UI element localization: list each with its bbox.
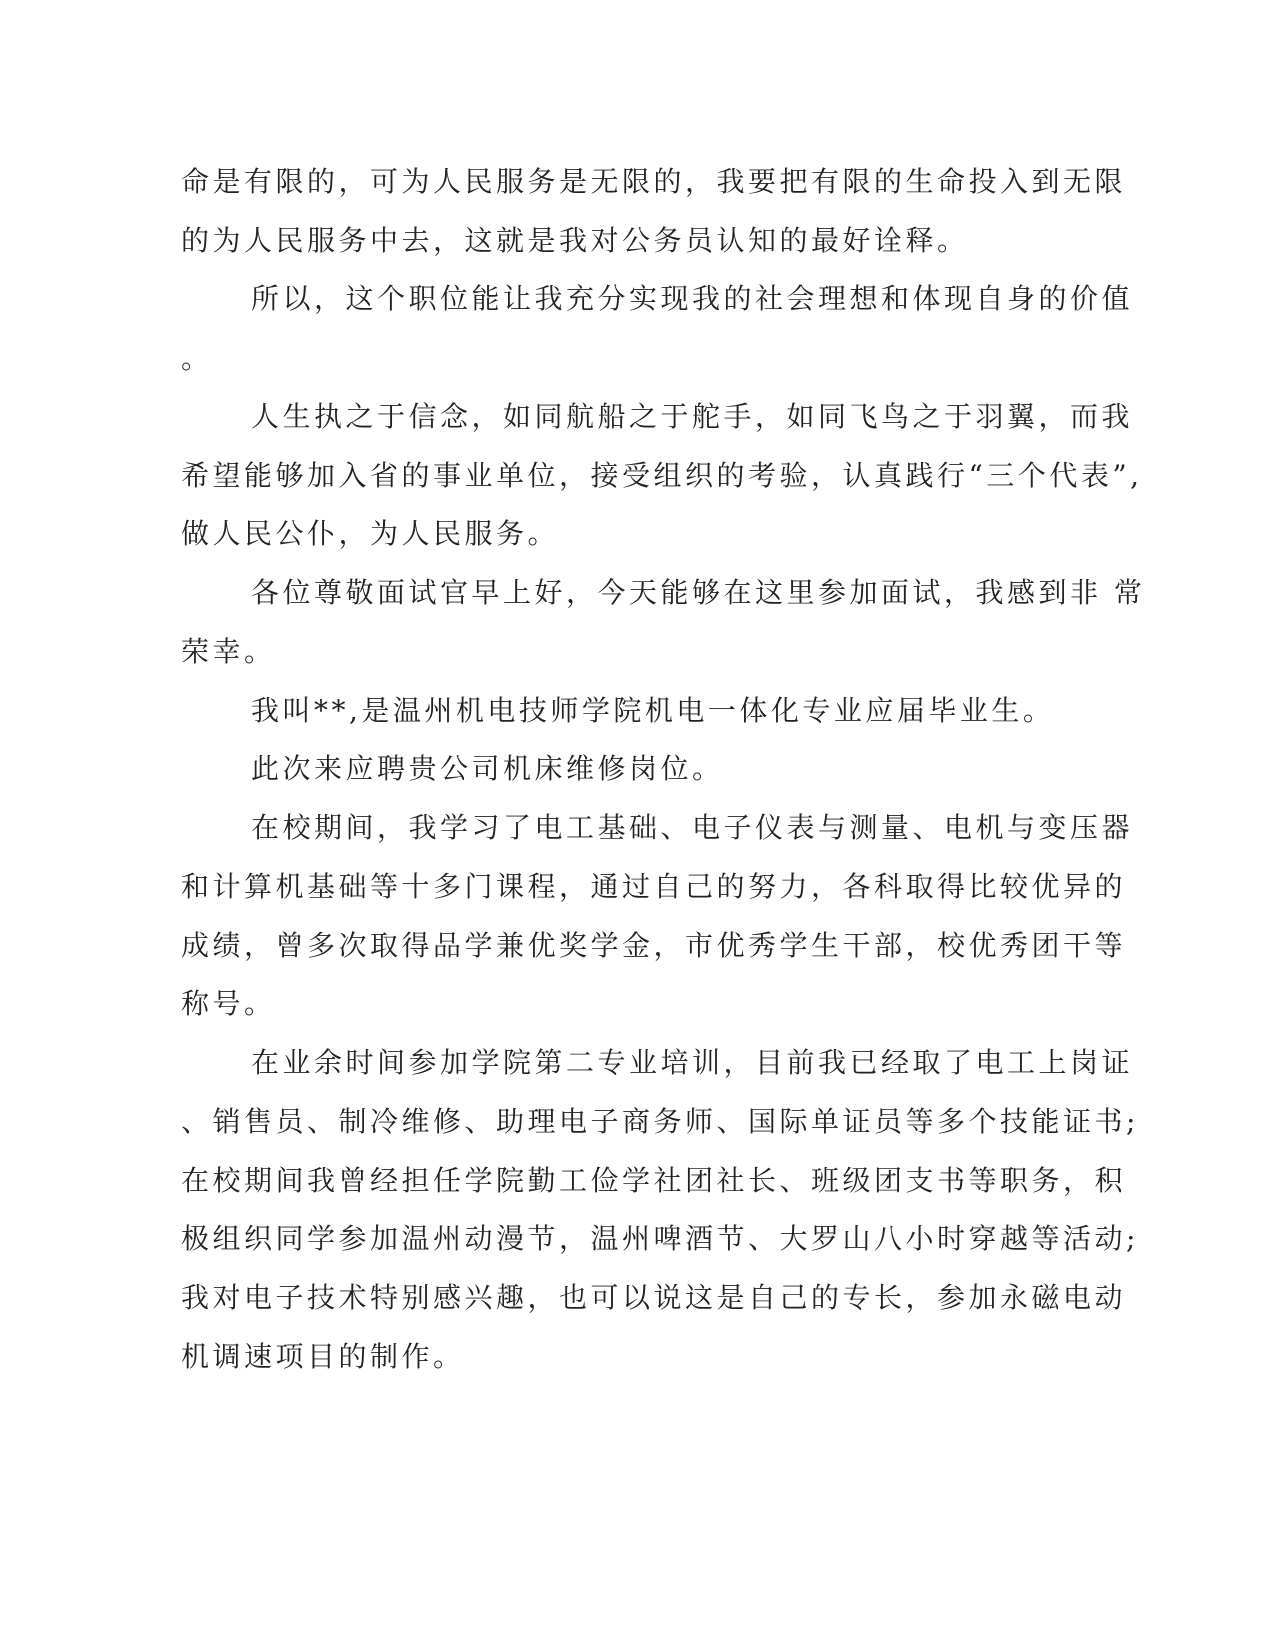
paragraph-start-line: 各位尊敬面试官早上好，今天能够在这里参加面试，我感到非 常 (251, 576, 1146, 609)
text-line: 。 (181, 342, 213, 375)
text-line: 、销售员、制冷维修、助理电子商务师、国际单证员等多个技能证书; (181, 1105, 1139, 1138)
paragraph-start-line: 在校期间，我学习了电工基础、电子仪表与测量、电机与变压器 (251, 811, 1134, 844)
text-line: 极组织同学参加温州动漫节，温州啤酒节、大罗山八小时穿越等活动; (181, 1222, 1139, 1255)
text-line: 希望能够加入省的事业单位，接受组织的考验，认真践行“三个代表”, (181, 459, 1143, 492)
text-line: 的为人民服务中去，这就是我对公务员认知的最好诠释。 (181, 224, 969, 257)
text-line: 我对电子技术特别感兴趣，也可以说这是自己的专长，参加永磁电动 (181, 1281, 1127, 1314)
paragraph-start-line: 在业余时间参加学院第二专业培训，目前我已经取了电工上岗证 (251, 1046, 1134, 1079)
text-line: 机调速项目的制作。 (181, 1340, 465, 1373)
text-line: 在校期间我曾经担任学院勤工俭学社团社长、班级团支书等职务，积 (181, 1164, 1127, 1197)
paragraph-start-line: 我叫**,是温州机电技师学院机电一体化专业应届毕业生。 (251, 694, 1055, 727)
text-line: 成绩，曾多次取得品学兼优奖学金，市优秀学生干部，校优秀团干等 (181, 929, 1127, 962)
text-line: 和计算机基础等十多门课程，通过自己的努力，各科取得比较优异的 (181, 870, 1127, 903)
text-line: 称号。 (181, 987, 276, 1020)
paragraph-start-line: 此次来应聘贵公司机床维修岗位。 (251, 752, 724, 785)
paragraph-start-line: 人生执之于信念，如同航船之于舵手，如同飞鸟之于羽翼，而我 (251, 400, 1134, 433)
paragraph-start-line: 所以，这个职位能让我充分实现我的社会理想和体现自身的价值 (251, 282, 1134, 315)
text-line: 荣幸。 (181, 635, 276, 668)
text-line: 命是有限的，可为人民服务是无限的，我要把有限的生命投入到无限 (181, 165, 1127, 198)
text-line: 做人民公仆，为人民服务。 (181, 517, 560, 550)
